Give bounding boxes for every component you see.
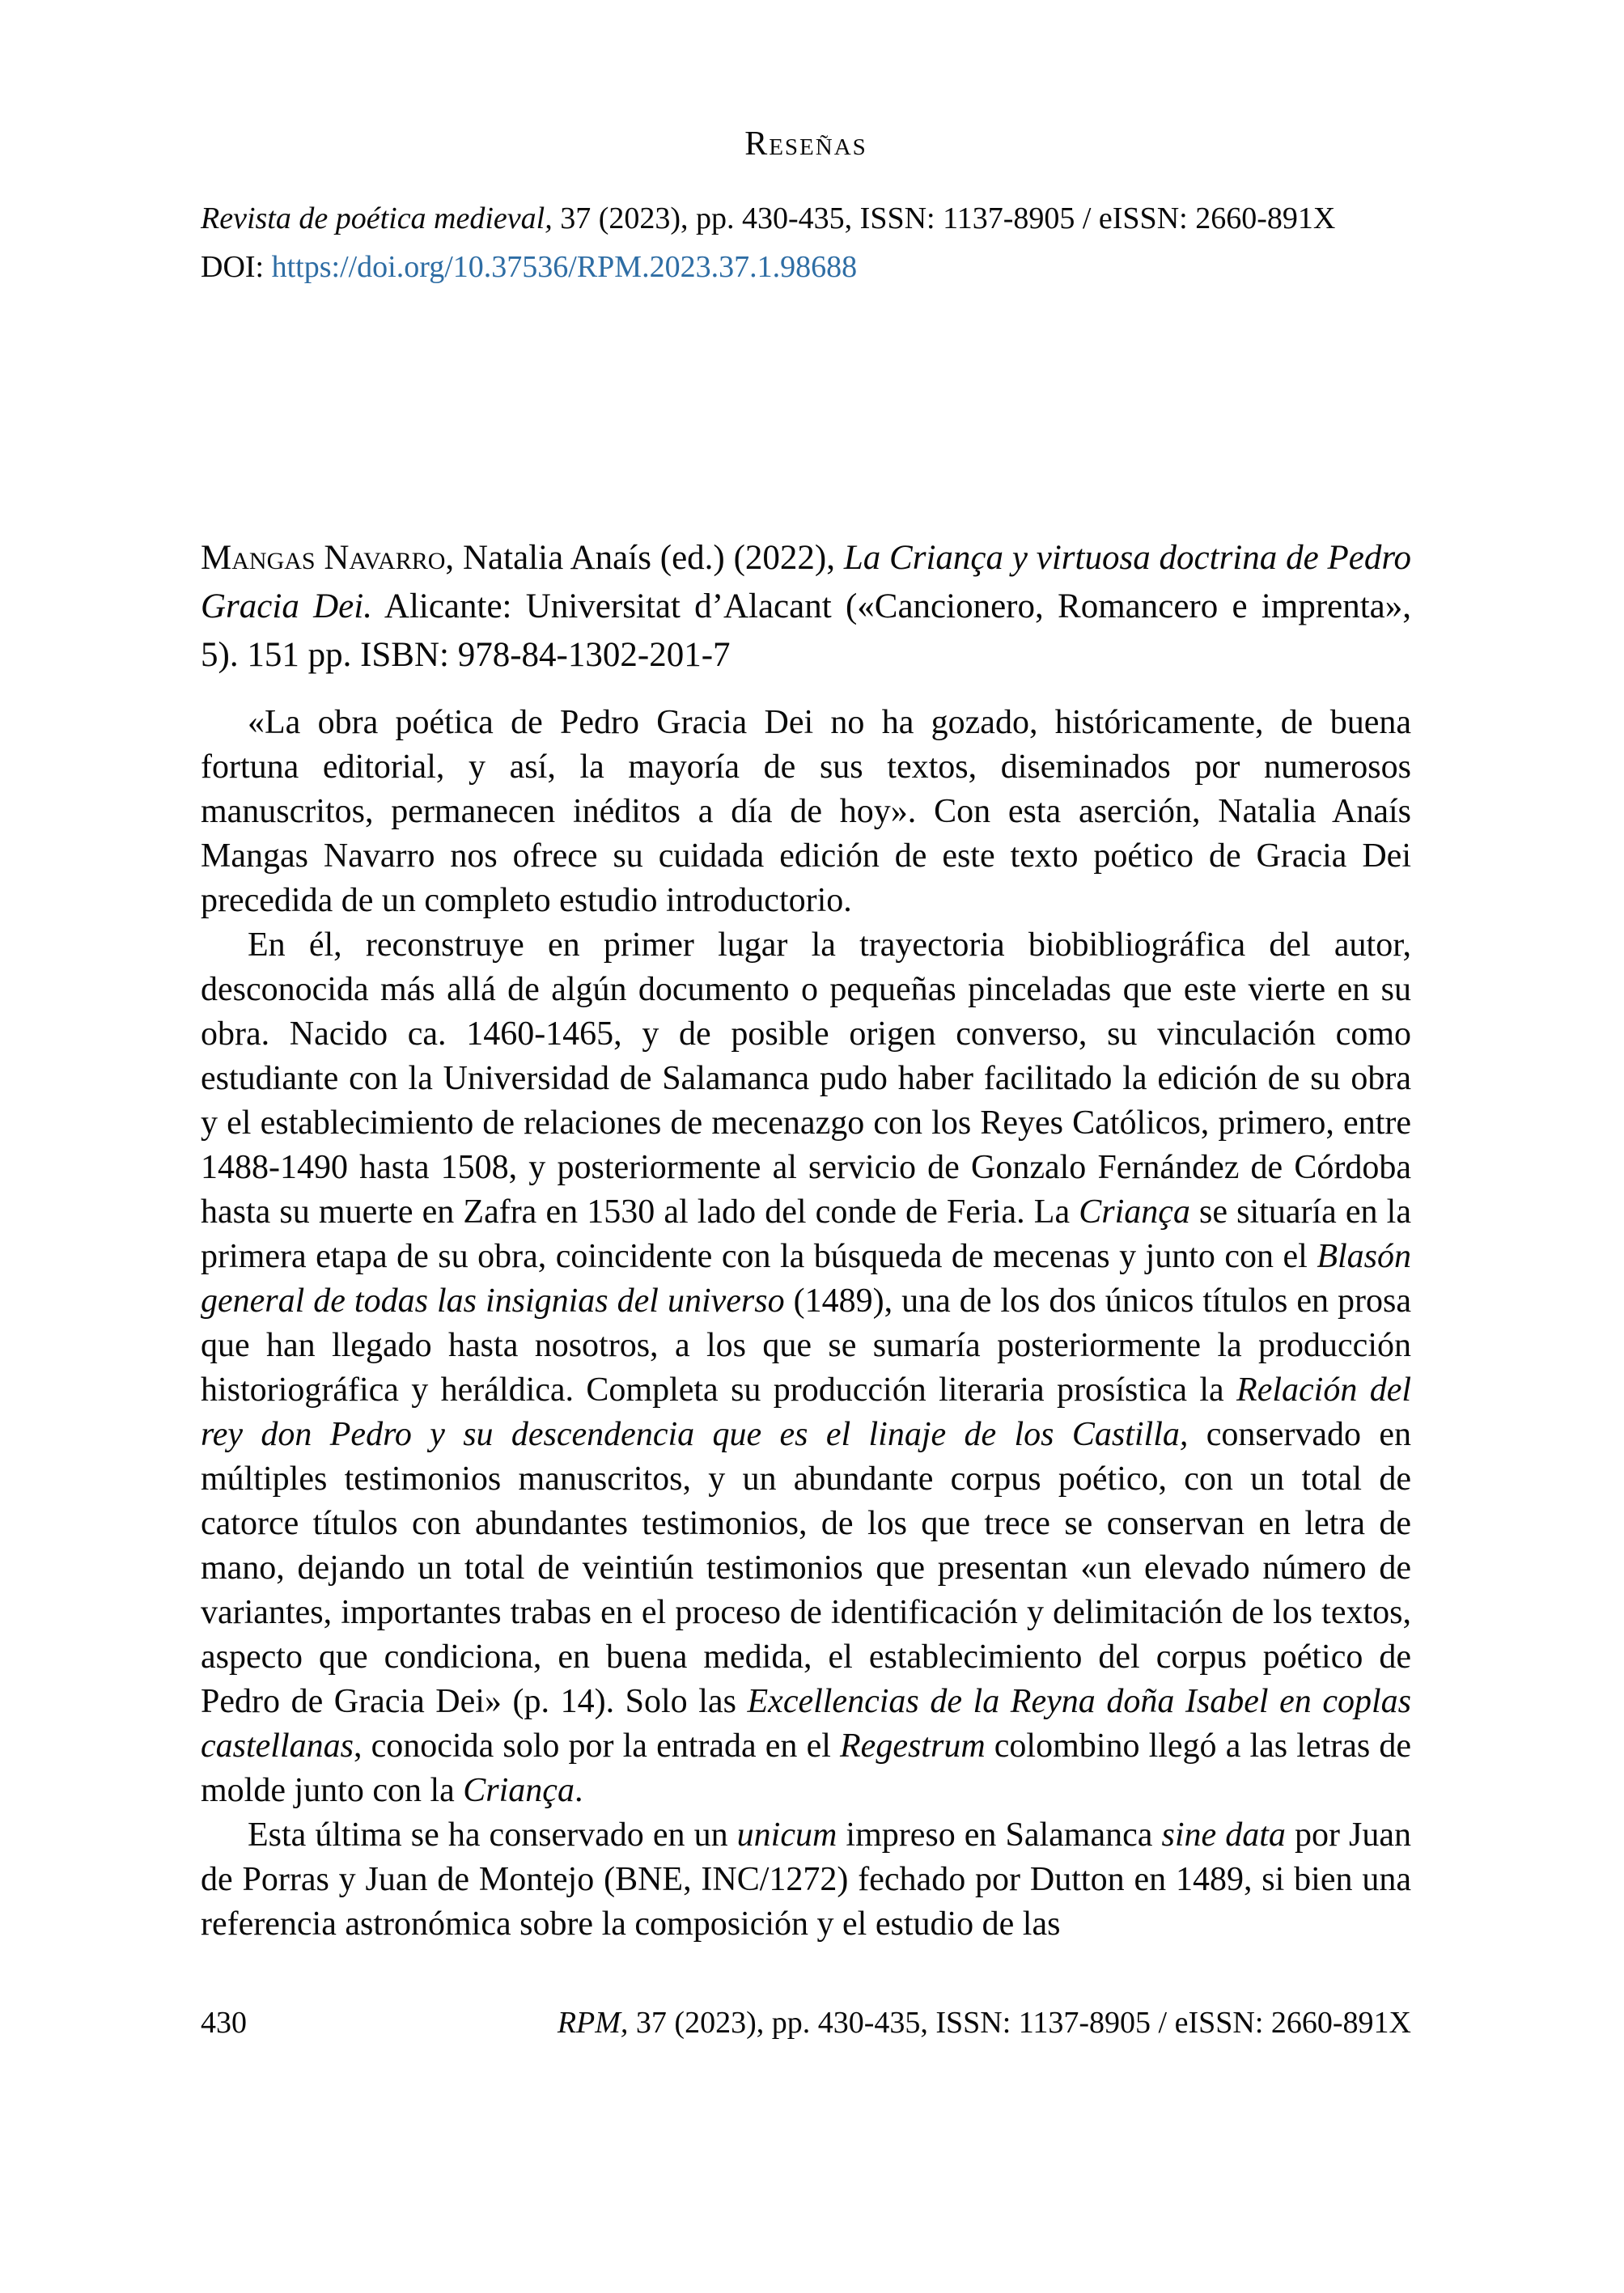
text-run: impreso en Salamanca (837, 1816, 1162, 1854)
text-run: (1489), una de los dos únicos títulos en prosa que han llegado hasta nosotros, a los que se sumaría posteriormente la producción historiográfica y heráldica. Completa su producción literaria prosística la (201, 1282, 1411, 1409)
journal-title: Revista de poética medieval, (201, 201, 553, 235)
doi-label: DOI: (201, 250, 272, 284)
journal-masthead (201, 194, 1411, 291)
text-run: se situaría en la primera etapa de su obra, coincidente con la búsqueda de mecenas y junto con el (201, 1193, 1411, 1275)
journal-issue-info: 37 (2023), pp. 430-435, ISSN: 1137-8905 / eISSN: 2660-891X (552, 201, 1336, 235)
doi-line (201, 243, 1411, 291)
text-run: «La obra poética de Pedro Gracia Dei no ha gozado, históricamente, de buena fortuna editorial, y así, la mayoría de sus textos, diseminados por numerosos manuscritos, permanecen inéditos a día de hoy». Con esta aserción, Natalia Anaís Mangas Navarro nos ofrece su cuidada edición de este texto poético de Gracia Dei precedida de un completo estudio introductorio. (201, 704, 1411, 919)
page-footer (201, 2005, 1411, 2041)
page-number: 430 (201, 2006, 247, 2040)
text-run: Esta última se ha conservado en un (248, 1816, 737, 1854)
paragraph-1 (201, 701, 1411, 923)
paragraph-2 (201, 923, 1411, 1813)
text-run: , conocida solo por la entrada en el (353, 1727, 841, 1765)
footer-citation (558, 2005, 1411, 2041)
italic-text-run: unicum (736, 1816, 837, 1854)
italic-text-run: La Criança y virtuosa doctrina de Pedro Gracia Dei. (201, 539, 1412, 625)
doi-link[interactable]: https://doi.org/10.37536/RPM.2023.37.1.98688 (271, 250, 858, 284)
paragraph-3 (201, 1813, 1411, 1947)
footer-journal-abbrev: RPM, (557, 2006, 629, 2040)
text-run: Alicante: Universitat d’Alacant («Cancionero, Romancero e imprenta», 5). 151 pp. ISBN: 978-84-1302-201-7 (201, 587, 1412, 674)
smallcaps-text-run: Mangas Navarro (201, 539, 446, 577)
footer-issue-info: 37 (2023), pp. 430-435, ISSN: 1137-8905 / eISSN: 2660-891X (628, 2006, 1411, 2040)
italic-text-run: sine data (1161, 1816, 1286, 1854)
italic-text-run: Criança (1079, 1193, 1190, 1231)
running-head-section-title: Reseñas (744, 125, 867, 163)
text-run: por Juan de Porras y Juan de Montejo (BNE, INC/1272) fechado por Dutton en 1489, si bien una referencia astronómica sobre la composición y el estudio de las (201, 1816, 1412, 1943)
text-run: , Natalia Anaís (ed.) (2022), (445, 539, 844, 577)
italic-text-run: Regestrum (840, 1727, 986, 1765)
text-run: En él, reconstruye en primer lugar la trayectoria biobibliográfica del autor, desconocida más allá de algún documento o pequeñas pinceladas que este vierte en su obra. Nacido ca. 1460-1465, y de posible origen converso, su vinculación como estudiante con la Universidad de Salamanca pudo haber facilitado la edición de su obra y el establecimiento de relaciones de mecenazgo con los Reyes Católicos, primero, entre 1488-1490 hasta 1508, y posteriormente al servicio de Gonzalo Fernández de Córdoba hasta su muerte en Zafra en 1530 al lado del conde de Feria. La (201, 926, 1411, 1231)
review-body (201, 701, 1411, 1947)
italic-text-run: Relación del rey don Pedro y su descendencia que es el linaje de los Castilla, (201, 1371, 1412, 1453)
text-run: colombino llegó a las letras de molde junto con la (201, 1727, 1411, 1809)
italic-text-run: Blasón general de todas las insignias del universo (201, 1238, 1411, 1320)
italic-text-run: Criança (463, 1772, 575, 1809)
journal-citation-line (201, 194, 1411, 243)
italic-text-run: Excellencias de la Reyna doña Isabel en coplas castellanas (201, 1683, 1412, 1765)
text-run: conservado en múltiples testimonios manuscritos, y un abundante corpus poético, con un total de catorce títulos con abundantes testimonios, de los que trece se conservan en letra de mano, dejando un total de veintiún testimonios que presentan «un elevado número de variantes, importantes trabas en el proceso de identificación y delimitación de los textos, aspecto que condiciona, en buena medida, el establecimiento del corpus poético de Pedro de Gracia Dei» (p. 14). Solo las (201, 1416, 1411, 1720)
text-run: . (574, 1772, 583, 1809)
book-citation (201, 534, 1411, 680)
